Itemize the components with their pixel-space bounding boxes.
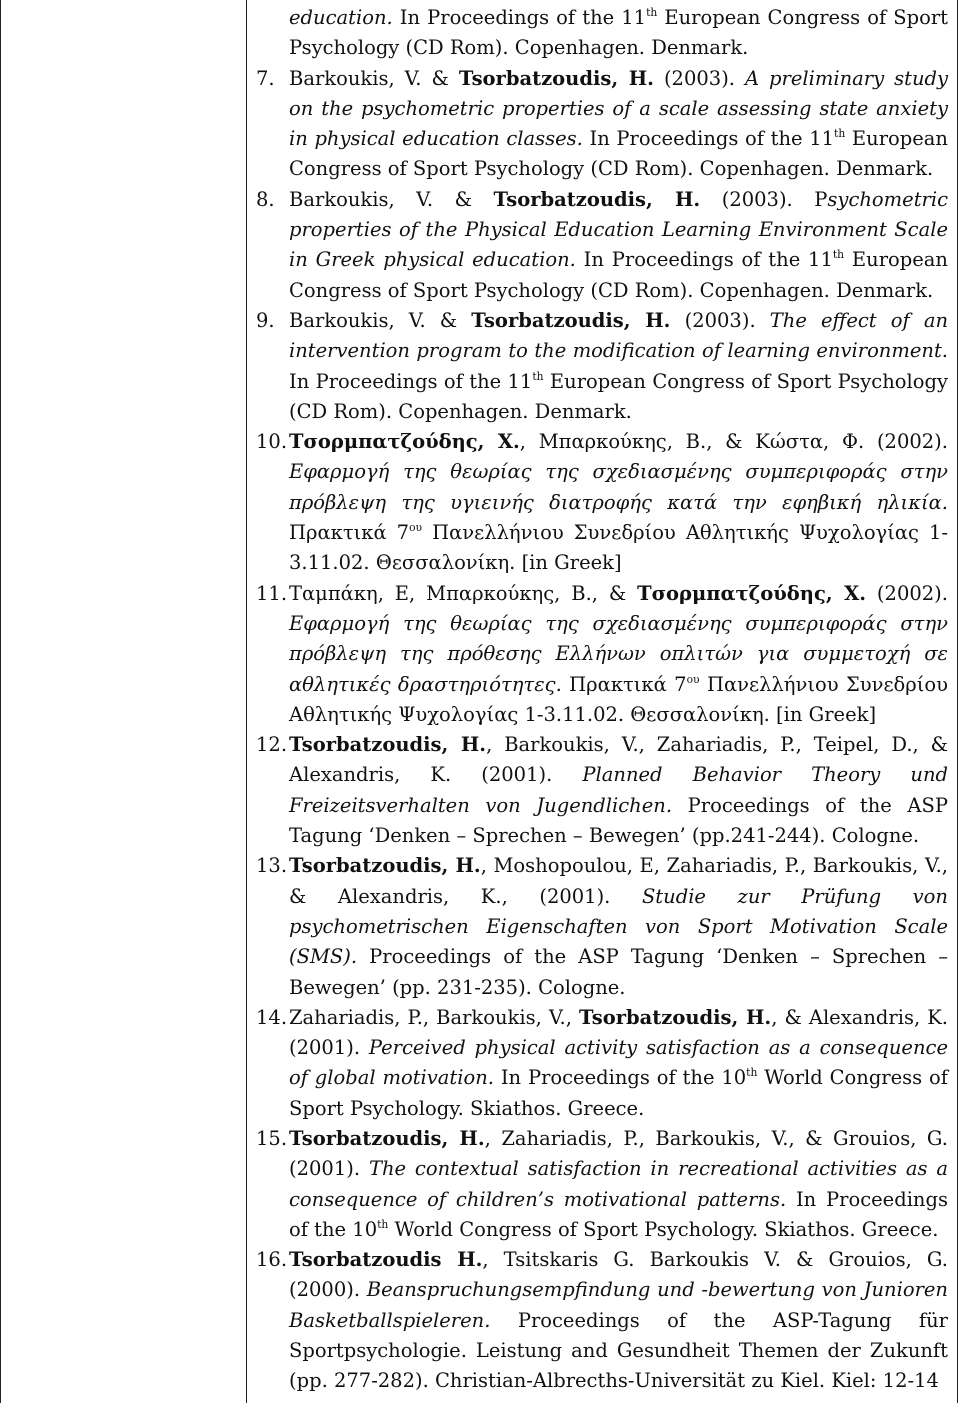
reference-highlighted-author: Tsorbatzoudis, H.	[289, 733, 487, 757]
reference-authors-pre: Barkoukis, V. &	[289, 187, 494, 211]
reference-authors-rest: (2002).	[866, 581, 948, 605]
reference-number: 13.	[256, 854, 288, 878]
reference-authors-rest: (2003).	[670, 308, 770, 332]
reference-number: 14.	[256, 1005, 288, 1029]
reference-entry	[256, 306, 948, 427]
reference-entry	[256, 1003, 948, 1124]
reference-title: The contextual satisfaction in recreational activities as a consequence of children’s motivational patterns.	[289, 1157, 948, 1211]
reference-venue: In Proceedings of the 11	[575, 248, 833, 272]
reference-highlighted-author: Τσορμπατζούδης, Χ.	[637, 581, 867, 605]
ordinal-superscript: th	[377, 1217, 389, 1231]
reference-highlighted-author: Tsorbatzoudis, H.	[289, 854, 481, 878]
ordinal-superscript: th	[746, 1066, 758, 1080]
reference-number: 9.	[256, 308, 275, 332]
reference-entry	[256, 730, 948, 851]
reference-highlighted-author: Tsorbatzoudis H.	[289, 1248, 483, 1272]
reference-authors-pre: Zahariadis, P., Barkoukis, V.,	[289, 1005, 579, 1029]
reference-number: 10.	[256, 430, 288, 454]
ordinal-superscript: th	[646, 5, 658, 19]
reference-venue: In Proceedings of the 10	[493, 1066, 747, 1090]
reference-number: 8.	[256, 187, 275, 211]
ordinal-superscript: th	[834, 127, 846, 141]
reference-venue-rest: Πανελλήνιου Συνεδρίου Αθλητικής Ψυχολογίας 1-3.11.02. Θεσσαλονίκη. [in Greek]	[289, 672, 948, 726]
reference-entry	[256, 64, 948, 185]
reference-authors-pre: Barkoukis, V. &	[289, 66, 459, 90]
reference-number: 11.	[256, 581, 288, 605]
ordinal-superscript: th	[832, 248, 845, 262]
reference-venue-rest: European Congress of Sport Psychology (CD Rom). Copenhagen. Denmark.	[289, 369, 948, 423]
reference-number: 7.	[256, 66, 275, 90]
reference-title: Perceived physical activity satisfaction as a consequence of global motivation.	[289, 1036, 948, 1090]
reference-venue: In Proceedings of the 10	[289, 1187, 948, 1241]
reference-venue: Πρακτικά 7	[289, 521, 410, 545]
reference-venue: In Proceedings of the 11	[392, 6, 647, 29]
reference-entry	[256, 579, 948, 730]
reference-title: A preliminary study on the psychometric properties of a scale assessing state anxiety in physical education classes.	[289, 66, 949, 151]
reference-title: Beanspruchungsempfindung und -bewertung von Junioren Basketballspieleren.	[289, 1278, 948, 1332]
reference-venue: Proceedings of the ASP-Tagung für Sportpsychologie. Leistung and Gesundheit Themen der Zukunft (pp. 277-282). Christian-Albrecths-Universität zu Kiel. Kiel: 12-14	[289, 1308, 948, 1393]
reference-venue-rest: European Congress of Sport Psychology (CD Rom). Copenhagen. Denmark.	[289, 127, 948, 181]
reference-authors-rest: , Moshopoulou, E, Zahariadis, P., Barkoukis, V., & Alexandris, K., (2001).	[289, 854, 949, 908]
reference-highlighted-author: Tsorbatzoudis, H.	[458, 66, 654, 90]
reference-number: 12.	[256, 733, 288, 757]
ordinal-superscript: ου	[409, 521, 423, 535]
reference-venue-rest: European Congress of Sport Psychology (CD Rom). Copenhagen. Denmark.	[289, 248, 948, 302]
reference-title: education.	[289, 6, 393, 29]
reference-venue: Πρακτικά 7	[561, 672, 687, 696]
reference-entry	[256, 3, 948, 64]
reference-venue: Proceedings of the ASP Tagung ‘Denken – Sprechen – Bewegen’ (pp.241-244). Cologne.	[289, 793, 948, 848]
reference-title: Planned Behavior Theory und Freizeitsverhalten von Jugendlichen.	[289, 763, 948, 817]
reference-authors-rest: (2003).	[653, 66, 745, 90]
reference-authors-rest: (2003). P	[700, 187, 828, 211]
reference-title: Εφαρμογή της θεωρίας της σχεδιασμένης συμπεριφοράς στην πρόβλεψη της πρόθεσης Ελλήνων οπλιτών για συμμετοχή σε αθλητικές δραστηριότητες.	[289, 611, 948, 696]
reference-authors-rest: , & Alexandris, K. (2001).	[289, 1005, 948, 1060]
reference-venue: In Proceedings of the 11	[582, 127, 835, 151]
reference-number: 16.	[256, 1248, 288, 1272]
ordinal-superscript: th	[532, 369, 544, 383]
reference-venue: In Proceedings of the 11	[289, 369, 533, 393]
reference-venue-rest: World Congress of Sport Psychology. Skiathos. Greece.	[388, 1217, 939, 1241]
reference-highlighted-author: Tsorbatzoudis, H.	[289, 1126, 485, 1150]
ordinal-superscript: ου	[686, 672, 700, 686]
reference-authors-pre: Barkoukis, V. &	[289, 308, 472, 332]
reference-highlighted-author: Tsorbatzoudis, H.	[493, 187, 701, 211]
reference-entry	[256, 851, 948, 1002]
reference-highlighted-author: Tsorbatzoudis, H.	[471, 308, 671, 332]
reference-authors-pre: Ταμπάκη, Ε, Μπαρκούκης, Β., &	[289, 581, 638, 605]
reference-title: sychometric properties of the Physical Education Learning Environment Scale in Greek physical education.	[289, 187, 949, 272]
reference-venue: Proceedings of the ASP Tagung ‘Denken – Sprechen – Bewegen’ (pp. 231-235). Cologne.	[289, 945, 948, 999]
reference-entry	[256, 427, 948, 578]
reference-authors-rest: , Tsitskaris G. Barkoukis V. & Grouios, G. (2000).	[289, 1248, 948, 1302]
reference-highlighted-author: Tsorbatzoudis, H.	[579, 1005, 772, 1029]
reference-authors-rest: , Μπαρκούκης, Β., & Κώστα, Φ. (2002).	[519, 430, 948, 454]
reference-entry	[256, 1124, 948, 1245]
reference-number: 15.	[256, 1126, 288, 1150]
table-column-divider	[246, 0, 247, 1403]
reference-venue-rest: European Congress of Sport Psychology (CD Rom). Copenhagen. Denmark.	[289, 6, 948, 60]
reference-venue-rest: World Congress of Sport Psychology. Skiathos. Greece.	[289, 1066, 948, 1120]
reference-venue-rest: Πανελλήνιου Συνεδρίου Αθλητικής Ψυχολογίας 1-3.11.02. Θεσσαλονίκη. [in Greek]	[289, 521, 948, 575]
reference-title: The effect of an intervention program to the modification of learning environment.	[289, 308, 949, 363]
reference-entry	[256, 1245, 948, 1396]
reference-authors-rest: , Barkoukis, V., Zahariadis, P., Teipel, D., & Alexandris, K. (2001).	[289, 733, 949, 787]
reference-highlighted-author: Τσορμπατζούδης, Χ.	[289, 430, 520, 454]
reference-authors-rest: , Zahariadis, P., Barkoukis, V., & Grouios, G. (2001).	[289, 1126, 948, 1181]
reference-entry	[256, 185, 948, 306]
reference-list	[256, 3, 948, 1397]
reference-title: Εφαρμογή της θεωρίας της σχεδιασμένης συμπεριφοράς στην πρόβλεψη της υγιεινής διατροφής κατά την εφηβική ηλικία.	[289, 460, 948, 514]
reference-title: Studie zur Prüfung von psychometrischen Eigenschaften von Sport Motivation Scale (SMS).	[289, 884, 948, 969]
